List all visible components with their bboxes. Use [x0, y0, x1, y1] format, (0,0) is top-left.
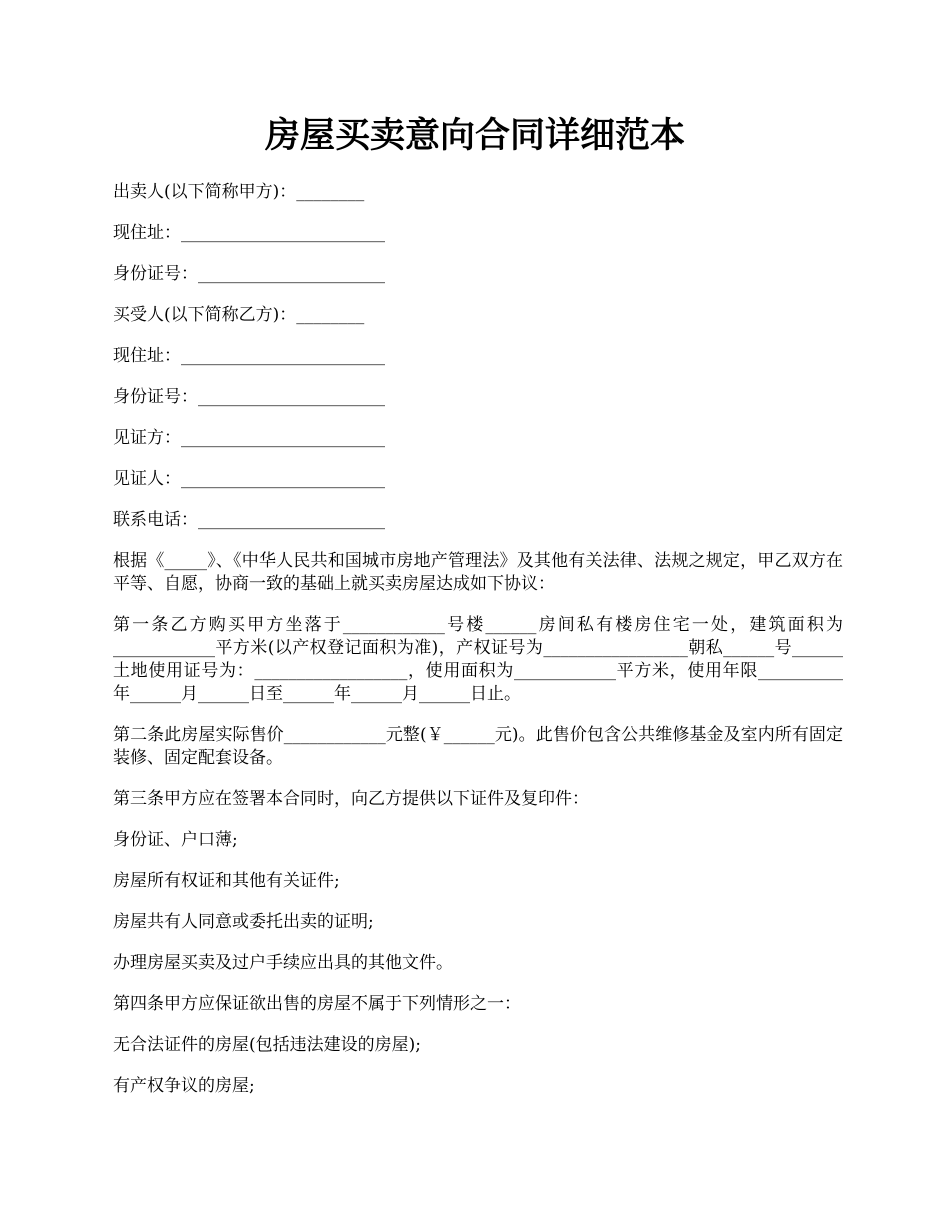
witness-person-field: 见证人：________________________ [113, 469, 385, 489]
document-body [113, 181, 843, 1116]
article-4-item: 无合法证件的房屋(包括违法建设的房屋); [113, 1035, 421, 1055]
intro-paragraph: 根据《_____》、《中华人民共和国城市房地产管理法》及其他有关法律、法规之规定，甲乙双方在平等、自愿，协商一致的基础上就买卖房屋达成如下协议： [113, 551, 843, 594]
seller-name-field: 出卖人(以下简称甲方)：________ [113, 182, 365, 202]
buyer-id-field: 身份证号：______________________ [113, 387, 385, 407]
article-3-item: 身份证、户口薄; [113, 830, 238, 850]
witness-party-field: 见证方：________________________ [113, 428, 385, 448]
article-3-item: 办理房屋买卖及过户手续应出具的其他文件。 [113, 953, 453, 973]
article-3-item: 房屋所有权证和其他有关证件; [113, 871, 340, 891]
article-4-item: 有产权争议的房屋; [113, 1076, 255, 1096]
article-4: 第四条甲方应保证欲出售的房屋不属于下列情形之一： [113, 994, 521, 1014]
article-3: 第三条甲方应在签署本合同时，向乙方提供以下证件及复印件： [113, 789, 589, 809]
seller-address-field: 现住址：________________________ [113, 223, 385, 243]
buyer-address-field: 现住址：________________________ [113, 346, 385, 366]
article-3-item: 房屋共有人同意或委托出卖的证明; [113, 912, 374, 932]
contact-phone-field: 联系电话：______________________ [113, 510, 385, 530]
document-title: 房屋买卖意向合同详细范本 [264, 115, 685, 156]
article-2: 第二条此房屋实际售价____________元整(￥______元)。此售价包含公共维修基金及室内所有固定装修、固定配套设备。 [113, 725, 843, 768]
buyer-name-field: 买受人(以下简称乙方)：________ [113, 305, 365, 325]
article-1: 第一条乙方购买甲方坐落于____________号楼______房间私有楼房住宅一处，建筑面积为____________平方米(以产权登记面积为准)，产权证号为_________________朝私______号______土地使用证号为：__________________，使用面积为____________平方米，使用年限__________年______月______日至______年______月______日止。 [113, 615, 843, 704]
seller-id-field: 身份证号：______________________ [113, 264, 385, 284]
